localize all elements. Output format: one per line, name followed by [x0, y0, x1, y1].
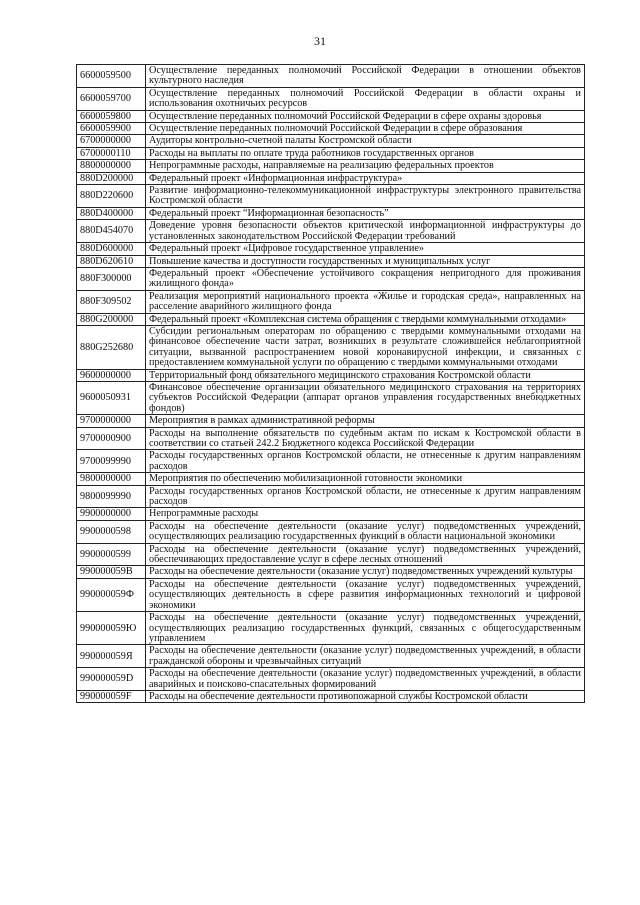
row-description: Осуществление переданных полномочий Российской Федерации в области охраны и использования охотничьих ресурсов: [146, 87, 585, 110]
row-code: 8800000000: [77, 160, 146, 172]
table-row: [77, 65, 585, 88]
row-code: 880F300000: [77, 267, 146, 290]
table-row: [77, 87, 585, 110]
table-row: [77, 160, 585, 172]
row-code: 880D200000: [77, 172, 146, 184]
table-row: [77, 267, 585, 290]
row-description: Аудиторы контрольно-счетной палаты Костромской области: [146, 135, 585, 147]
row-description: Финансовое обеспечение организации обязательного медицинского страхования на территориях субъектов Российской Федерации (аппарат органов управления государственных внебюджетных фондов): [146, 381, 585, 414]
table-row: [77, 369, 585, 381]
row-description: Расходы на выполнение обязательств по судебным актам по искам к Костромской области в соответствии со статьей 242.2 Бюджетного кодекса Российской Федерации: [146, 427, 585, 450]
row-code: 6600059700: [77, 87, 146, 110]
row-description: Повышение качества и доступности государственных и муниципальных услуг: [146, 255, 585, 267]
row-code: 9800000000: [77, 473, 146, 485]
row-code: 9700099990: [77, 450, 146, 473]
row-code: 9700000000: [77, 415, 146, 427]
table-row: [77, 690, 585, 702]
row-description: Федеральный проект «Информационная инфраструктура»: [146, 172, 585, 184]
table-row: [77, 427, 585, 450]
row-code: 990000059D: [77, 668, 146, 691]
row-description: Федеральный проект «Комплексная система обращения с твердыми коммунальными отходами»: [146, 313, 585, 325]
table-row: [77, 473, 585, 485]
row-code: 880F309502: [77, 290, 146, 313]
table-row: [77, 578, 585, 611]
row-code: 990000059Ф: [77, 578, 146, 611]
row-description: Расходы на обеспечение деятельности (оказание услуг) подведомственных учреждений, осуществляющих реализацию государственных функций, связанных с общегосударственным управлением: [146, 612, 585, 645]
table-row: [77, 325, 585, 369]
row-description: Территориальный фонд обязательного медицинского страхования Костромской области: [146, 369, 585, 381]
table-row: [77, 135, 585, 147]
row-code: 6600059500: [77, 65, 146, 88]
row-code: 880D620610: [77, 255, 146, 267]
row-description: Расходы на обеспечение деятельности (оказание услуг) подведомственных учреждений, обеспечивающих предоставление услуг в сфере лесных отношений: [146, 543, 585, 566]
row-description: Расходы на обеспечение деятельности (оказание услуг) подведомственных учреждений, в области гражданской обороны и чрезвычайных ситуаций: [146, 645, 585, 668]
row-code: 9600050931: [77, 381, 146, 414]
row-description: Осуществление переданных полномочий Российской Федерации в сфере охраны здоровья: [146, 110, 585, 122]
page-number: 31: [314, 34, 326, 48]
row-code: 9800099990: [77, 485, 146, 508]
row-code: 9900000598: [77, 520, 146, 543]
row-code: 880D454070: [77, 220, 146, 243]
row-description: Расходы на обеспечение деятельности (оказание услуг) подведомственных учреждений, осуществляющих реализацию государственных функций в области национальной экономики: [146, 520, 585, 543]
table-row: [77, 450, 585, 473]
row-description: Непрограммные расходы, направляемые на реализацию федеральных проектов: [146, 160, 585, 172]
table-row: [77, 172, 585, 184]
table-row: [77, 147, 585, 159]
row-description: Федеральный проект «Цифровое государственное управление»: [146, 243, 585, 255]
table-row: [77, 645, 585, 668]
row-description: Развитие информационно-телекоммуникационной инфраструктуры электронного правительства Костромской области: [146, 185, 585, 208]
table-row: [77, 110, 585, 122]
table-row: [77, 290, 585, 313]
row-code: 9900000000: [77, 508, 146, 520]
row-code: 9700000900: [77, 427, 146, 450]
row-description: Расходы государственных органов Костромской области, не отнесенные к другим направлениям расходов: [146, 485, 585, 508]
row-description: Мероприятия в рамках административной реформы: [146, 415, 585, 427]
row-code: 880G200000: [77, 313, 146, 325]
table-row: [77, 207, 585, 219]
row-description: Расходы на обеспечение деятельности противопожарной службы Костромской области: [146, 690, 585, 702]
budget-code-table: [76, 64, 585, 703]
row-code: 9900000599: [77, 543, 146, 566]
table-row: [77, 543, 585, 566]
table-row: [77, 220, 585, 243]
row-code: 990000059В: [77, 566, 146, 578]
row-description: Федеральный проект «Обеспечение устойчивого сокращения непригодного для проживания жилищного фонда»: [146, 267, 585, 290]
row-code: 880D600000: [77, 243, 146, 255]
row-code: 990000059Я: [77, 645, 146, 668]
row-code: 9600000000: [77, 369, 146, 381]
table-row: [77, 381, 585, 414]
row-code: 6600059900: [77, 123, 146, 135]
row-description: Федеральный проект “Информационная безопасность”: [146, 207, 585, 219]
row-description: Расходы на обеспечение деятельности (оказание услуг) подведомственных учреждений, осуществляющих деятельность в сфере развития информационных технологий и цифровой экономики: [146, 578, 585, 611]
table-row: [77, 243, 585, 255]
table-row: [77, 520, 585, 543]
row-code: 880D400000: [77, 207, 146, 219]
row-description: Расходы на обеспечение деятельности (оказание услуг) подведомственных учреждений, в области аварийных и поисково-спасательных формирований: [146, 668, 585, 691]
row-description: Мероприятия по обеспечению мобилизационной готовности экономики: [146, 473, 585, 485]
row-description: Доведение уровня безопасности объектов критической информационной инфраструктуры до установленных законодательством Российской Федерации требований: [146, 220, 585, 243]
row-code: 880D220600: [77, 185, 146, 208]
table-row: [77, 485, 585, 508]
table-row: [77, 415, 585, 427]
row-description: Реализация мероприятий национального проекта «Жилье и городская среда», направленных на расселение аварийного жилищного фонда: [146, 290, 585, 313]
table-row: [77, 508, 585, 520]
table-row: [77, 566, 585, 578]
row-description: Осуществление переданных полномочий Российской Федерации в сфере образования: [146, 123, 585, 135]
table-row: [77, 313, 585, 325]
table-row: [77, 668, 585, 691]
row-description: Расходы на выплаты по оплате труда работников государственных органов: [146, 147, 585, 159]
table-row: [77, 255, 585, 267]
row-description: Субсидии региональным операторам по обращению с твердыми коммунальными отходами на финансовое обеспечение части затрат, возникших в результате сложившейся неблагоприятной ситуации, вызванной распространением новой коронавирусной инфекции, и связанных с предоставлением коммунальной услуги по обращению с твердыми коммунальными отходами: [146, 325, 585, 369]
row-description: Осуществление переданных полномочий Российской Федерации в отношении объектов культурного наследия: [146, 65, 585, 88]
row-description: Расходы на обеспечение деятельности (оказание услуг) подведомственных учреждений культуры: [146, 566, 585, 578]
row-code: 6700000000: [77, 135, 146, 147]
row-code: 990000059Ю: [77, 612, 146, 645]
row-description: Расходы государственных органов Костромской области, не отнесенные к другим направлениям расходов: [146, 450, 585, 473]
row-code: 990000059F: [77, 690, 146, 702]
table-row: [77, 185, 585, 208]
row-description: Непрограммные расходы: [146, 508, 585, 520]
row-code: 6700000110: [77, 147, 146, 159]
row-code: 6600059800: [77, 110, 146, 122]
row-code: 880G252680: [77, 325, 146, 369]
table-row: [77, 612, 585, 645]
table-row: [77, 123, 585, 135]
